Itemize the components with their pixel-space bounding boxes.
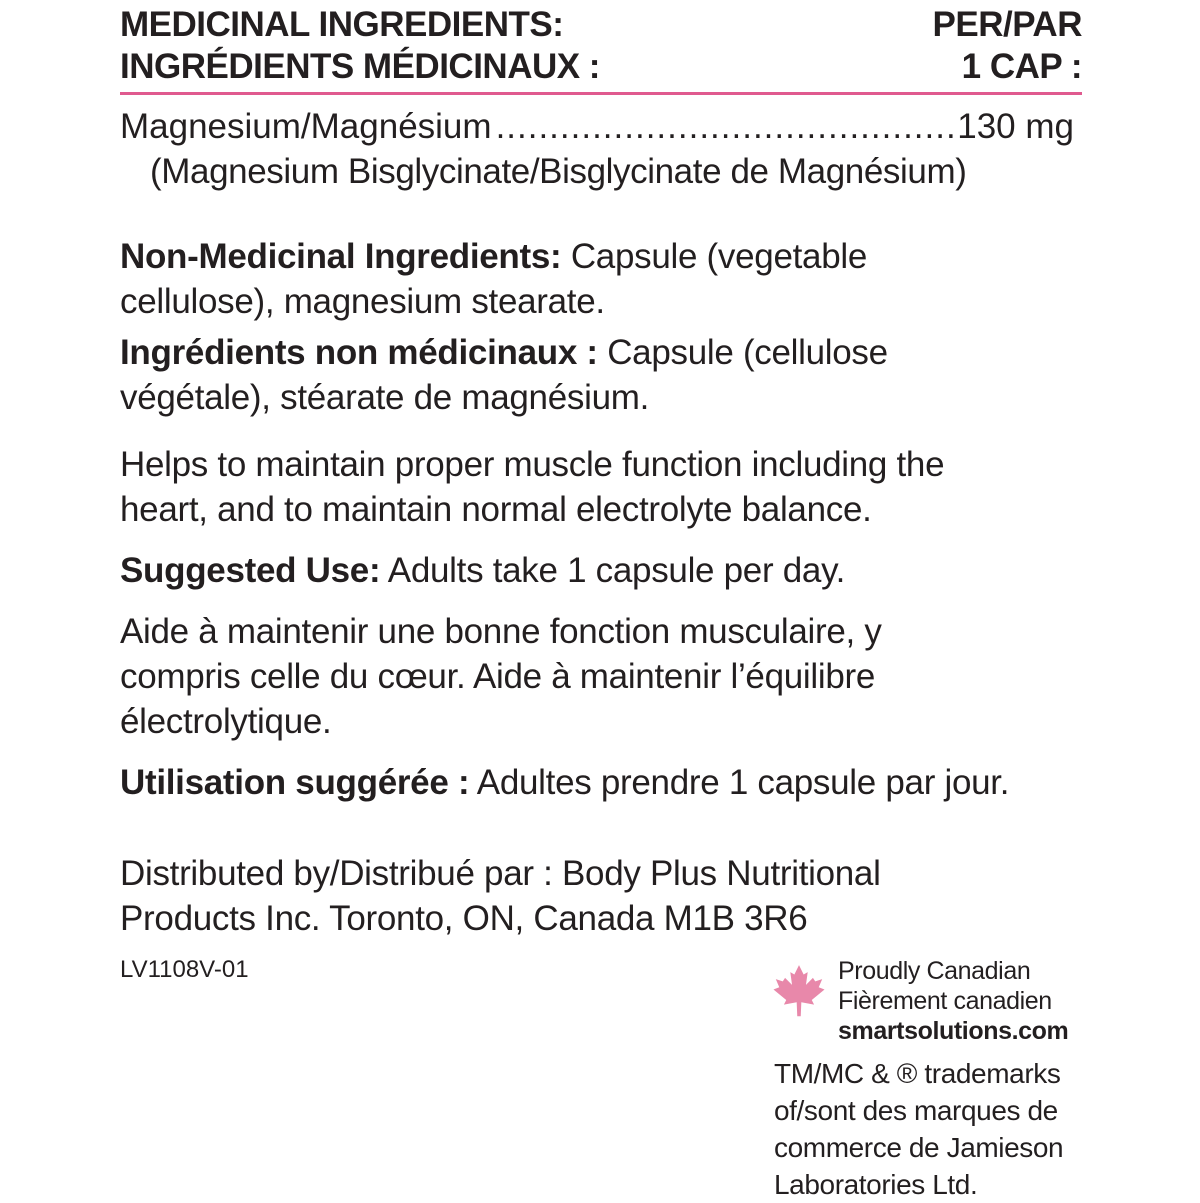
non-medicinal-fr-text-2: végétale), stéarate de magnésium.	[120, 378, 650, 417]
non-medicinal-fr-text-1: Capsule (cellulose	[597, 333, 888, 372]
non-medicinal-en-text-1: Capsule (vegetable	[561, 237, 867, 276]
header-per-cap	[933, 4, 1083, 88]
website-link[interactable]: smartsolutions.com	[838, 1017, 1069, 1045]
dot-leader	[496, 104, 954, 149]
trademark-notice	[774, 1055, 1063, 1203]
header-title-en: MEDICINAL INGREDIENTS:	[120, 5, 564, 44]
header-divider	[120, 92, 1082, 95]
suggested-use-fr-text: Adultes prendre 1 capsule par jour.	[469, 763, 1010, 802]
trademark-line-3: commerce de Jamieson	[774, 1132, 1064, 1163]
header-per: PER/PAR	[932, 5, 1082, 44]
claim-en-line-1: Helps to maintain proper muscle function including the	[120, 445, 945, 484]
suggested-use-fr	[120, 760, 1082, 805]
supplement-label	[120, 0, 1082, 941]
trademark-line-2: of/sont des marques de	[774, 1095, 1058, 1126]
suggested-use-en-label: Suggested Use:	[120, 551, 381, 590]
header-title	[120, 4, 600, 88]
non-medicinal-en-label: Non-Medicinal Ingredients:	[120, 237, 562, 276]
suggested-use-fr-label: Utilisation suggérée :	[120, 763, 470, 802]
suggested-use-en	[120, 548, 1082, 593]
ingredient-name: Magnesium/Magnésium	[120, 107, 492, 146]
non-medicinal-fr-label: Ingrédients non médicinaux :	[120, 333, 598, 372]
claim-fr-line-1: Aide à maintenir une bonne fonction musculaire, y	[120, 612, 882, 651]
ingredient-amount: 130 mg	[957, 107, 1074, 146]
header-cap: 1 CAP :	[961, 47, 1082, 86]
medicinal-ingredients-header	[120, 0, 1082, 94]
proudly-canadian-fr: Fièrement canadien	[838, 987, 1052, 1015]
lot-code: LV1108V-01	[120, 956, 249, 983]
claim-fr-line-2: compris celle du cœur. Aide à maintenir l’équilibre	[120, 657, 876, 696]
trademark-line-1: TM/MC & ® trademarks	[774, 1058, 1061, 1089]
distributor-line-1: Distributed by/Distribué par : Body Plus Nutritional	[120, 854, 881, 893]
maple-leaf-icon	[770, 964, 828, 1022]
claim-en	[120, 442, 1082, 532]
suggested-use-en-text: Adults take 1 capsule per day.	[380, 551, 846, 590]
distributor	[120, 851, 1082, 941]
non-medicinal-en-text-2: cellulose), magnesium stearate.	[120, 282, 605, 321]
non-medicinal-fr	[120, 330, 1082, 420]
proudly-canadian-en: Proudly Canadian	[838, 957, 1031, 985]
header-title-fr: INGRÉDIENTS MÉDICINAUX :	[120, 47, 600, 86]
distributor-line-2: Products Inc. Toronto, ON, Canada M1B 3R6	[120, 899, 808, 938]
ingredient-source: (Magnesium Bisglycinate/Bisglycinate de Magnésium)	[150, 152, 967, 191]
trademark-line-4: Laboratories Ltd.	[774, 1169, 978, 1200]
claim-fr	[120, 609, 1082, 744]
claim-en-line-2: heart, and to maintain normal electrolyte balance.	[120, 490, 872, 529]
non-medicinal-en	[120, 234, 1082, 324]
ingredient-row	[120, 104, 1082, 149]
claim-fr-line-3: électrolytique.	[120, 702, 332, 741]
